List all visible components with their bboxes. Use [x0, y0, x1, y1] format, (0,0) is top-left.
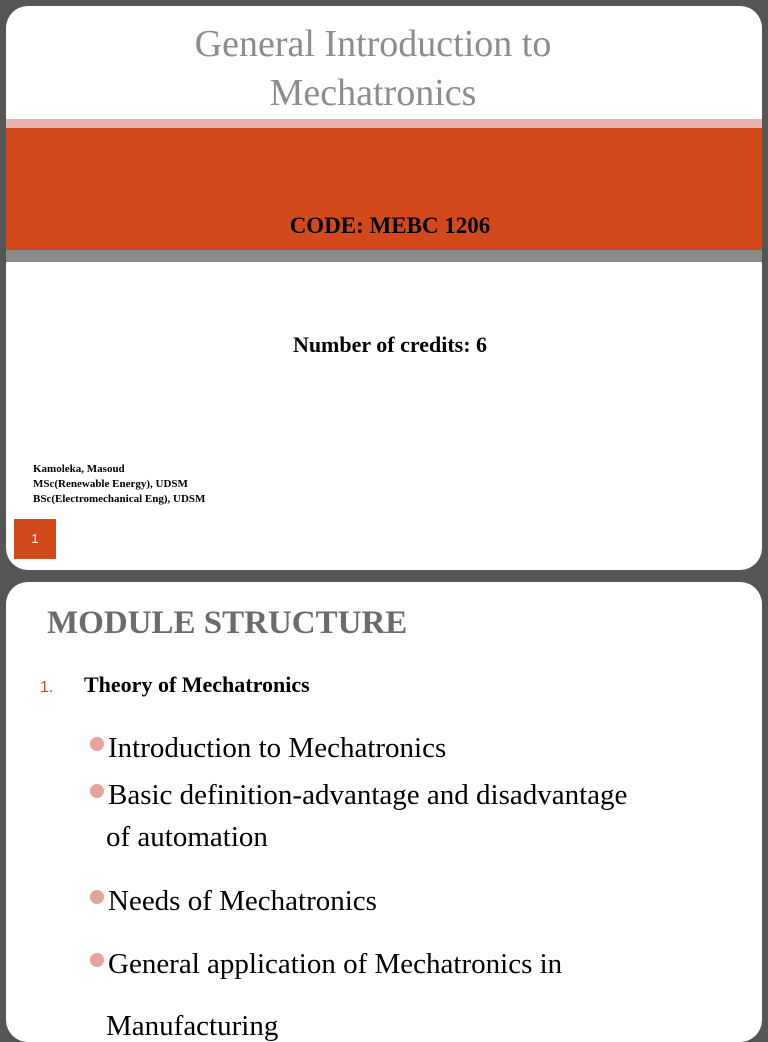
- slide-heading: MODULE STRUCTURE: [47, 605, 408, 641]
- bullet-text: General application of Mechatronics in: [108, 948, 563, 980]
- bullet-text: Introduction to Mechatronics: [108, 732, 447, 764]
- item-text: Theory of Mechatronics: [84, 672, 310, 697]
- bullet-dot-icon: [90, 784, 104, 798]
- item-number: 1.: [40, 679, 54, 696]
- numbered-item: [40, 672, 310, 698]
- slide-title-line-1: General Introduction to: [194, 23, 552, 65]
- pink-divider-band: [6, 119, 762, 128]
- bullet-item: [90, 727, 446, 769]
- slide-title-line-2: Mechatronics: [269, 72, 477, 114]
- bullet-item: [90, 943, 562, 985]
- author-degree-bsc: BSc(Electromechanical Eng), UDSM: [33, 493, 206, 505]
- bullet-continuation: of automation: [106, 821, 268, 853]
- bullet-text: Basic definition-advantage and disadvantage: [108, 779, 628, 811]
- module-structure-slide: [6, 582, 762, 1042]
- bullet-dot-icon: [90, 890, 104, 904]
- author-degree-msc: MSc(Renewable Energy), UDSM: [33, 478, 188, 490]
- author-name: Kamoleka, Masoud: [33, 463, 125, 475]
- slide-number-badge: 1: [14, 519, 56, 559]
- credits-text: Number of credits: 6: [292, 332, 488, 357]
- slide-title: [6, 20, 740, 118]
- bullet-dot-icon: [90, 737, 104, 751]
- title-slide: [6, 6, 762, 570]
- bullet-item: [90, 774, 627, 816]
- author-info: [33, 462, 205, 507]
- course-code: CODE: MEBC 1206: [289, 213, 491, 238]
- bullet-continuation: Manufacturing: [106, 1010, 279, 1042]
- bullet-item: [90, 880, 377, 922]
- bullet-dot-icon: [90, 953, 104, 967]
- gray-divider-band: [6, 250, 762, 262]
- bullet-text: Needs of Mechatronics: [108, 885, 377, 917]
